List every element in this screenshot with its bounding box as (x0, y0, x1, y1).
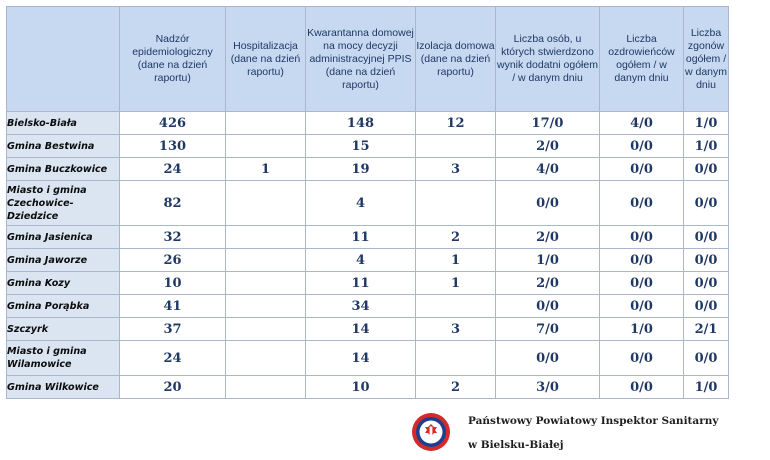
cell-hospitalizacja (226, 376, 306, 399)
cell-ozdrowiency: 0/0 (600, 376, 684, 399)
header-zgony: Liczba zgonów ogółem / w danym dniu (684, 7, 729, 112)
cell-izolacja: 12 (416, 112, 496, 135)
cell-ozdrowiency: 1/0 (600, 318, 684, 341)
header-nadzor: Nadzór epidemiologiczny (dane na dzień raportu) (120, 7, 226, 112)
cell-ozdrowiency: 0/0 (600, 249, 684, 272)
cell-pozytywne: 0/0 (496, 181, 600, 226)
cell-izolacja (416, 341, 496, 376)
cell-izolacja: 3 (416, 158, 496, 181)
cell-ozdrowiency: 0/0 (600, 158, 684, 181)
cell-izolacja: 3 (416, 318, 496, 341)
cell-ozdrowiency: 4/0 (600, 112, 684, 135)
cell-pozytywne: 3/0 (496, 376, 600, 399)
cell-izolacja (416, 135, 496, 158)
cell-kwarantanna: 14 (306, 341, 416, 376)
cell-zgony: 0/0 (684, 181, 729, 226)
cell-nadzor: 24 (120, 158, 226, 181)
cell-kwarantanna: 4 (306, 181, 416, 226)
cell-pozytywne: 0/0 (496, 341, 600, 376)
table-header (7, 7, 729, 112)
cell-kwarantanna: 11 (306, 272, 416, 295)
table-row (7, 112, 729, 135)
header-kwarantanna: Kwarantanna domowej na mocy decyzji administracyjnej PPIS (dane na dzień raportu) (306, 7, 416, 112)
cell-izolacja: 1 (416, 249, 496, 272)
cell-zgony: 0/0 (684, 158, 729, 181)
row-name: Miasto i gmina Czechowice-Dziedzice (7, 181, 120, 226)
cell-hospitalizacja (226, 181, 306, 226)
row-name: Gmina Porąbka (7, 295, 120, 318)
row-name: Gmina Jaworze (7, 249, 120, 272)
cell-zgony: 0/0 (684, 341, 729, 376)
cell-zgony: 0/0 (684, 249, 729, 272)
table-row (7, 341, 729, 376)
cell-kwarantanna: 19 (306, 158, 416, 181)
cell-izolacja (416, 295, 496, 318)
cell-kwarantanna: 10 (306, 376, 416, 399)
cell-nadzor: 37 (120, 318, 226, 341)
row-name: Gmina Jasienica (7, 226, 120, 249)
header-izolacja: Izolacja domowa (dane na dzień raportu) (416, 7, 496, 112)
cell-zgony: 0/0 (684, 226, 729, 249)
inspector-footer (411, 410, 731, 456)
cell-zgony: 2/1 (684, 318, 729, 341)
cell-kwarantanna: 4 (306, 249, 416, 272)
cell-hospitalizacja (226, 112, 306, 135)
table-row (7, 272, 729, 295)
row-name: Gmina Bestwina (7, 135, 120, 158)
cell-nadzor: 41 (120, 295, 226, 318)
row-name: Miasto i gmina Wilamowice (7, 341, 120, 376)
cell-izolacja: 2 (416, 376, 496, 399)
row-name: Gmina Buczkowice (7, 158, 120, 181)
inspector-title: Państwowy Powiatowy Inspektor Sanitarny (468, 415, 719, 427)
header-hospitalizacja: Hospitalizacja (dane na dzień raportu) (226, 7, 306, 112)
covid-report-table (6, 6, 729, 399)
cell-nadzor: 82 (120, 181, 226, 226)
cell-hospitalizacja (226, 135, 306, 158)
cell-pozytywne: 2/0 (496, 226, 600, 249)
table-row (7, 158, 729, 181)
header-corner (7, 7, 120, 112)
cell-hospitalizacja (226, 318, 306, 341)
cell-ozdrowiency: 0/0 (600, 295, 684, 318)
cell-nadzor: 24 (120, 341, 226, 376)
cell-hospitalizacja: 1 (226, 158, 306, 181)
row-name: Szczyrk (7, 318, 120, 341)
cell-pozytywne: 7/0 (496, 318, 600, 341)
table-row (7, 318, 729, 341)
cell-ozdrowiency: 0/0 (600, 226, 684, 249)
cell-ozdrowiency: 0/0 (600, 181, 684, 226)
cell-nadzor: 10 (120, 272, 226, 295)
cell-zgony: 0/0 (684, 295, 729, 318)
cell-nadzor: 26 (120, 249, 226, 272)
cell-ozdrowiency: 0/0 (600, 135, 684, 158)
cell-pozytywne: 4/0 (496, 158, 600, 181)
table-row (7, 135, 729, 158)
table-row (7, 226, 729, 249)
cell-hospitalizacja (226, 341, 306, 376)
table-row (7, 249, 729, 272)
cell-kwarantanna: 15 (306, 135, 416, 158)
cell-kwarantanna: 14 (306, 318, 416, 341)
cell-ozdrowiency: 0/0 (600, 272, 684, 295)
cell-zgony: 1/0 (684, 135, 729, 158)
cell-izolacja (416, 181, 496, 226)
cell-nadzor: 32 (120, 226, 226, 249)
cell-zgony: 1/0 (684, 112, 729, 135)
table-row (7, 376, 729, 399)
cell-pozytywne: 1/0 (496, 249, 600, 272)
inspector-city: w Bielsku-Białej (468, 439, 564, 451)
cell-hospitalizacja (226, 226, 306, 249)
row-name: Gmina Wilkowice (7, 376, 120, 399)
cell-pozytywne: 2/0 (496, 135, 600, 158)
cell-kwarantanna: 11 (306, 226, 416, 249)
cell-pozytywne: 2/0 (496, 272, 600, 295)
row-name: Bielsko-Biała (7, 112, 120, 135)
table-row (7, 181, 729, 226)
cell-hospitalizacja (226, 295, 306, 318)
cell-pozytywne: 17/0 (496, 112, 600, 135)
table-row (7, 295, 729, 318)
cell-izolacja: 1 (416, 272, 496, 295)
header-ozdrowiency: Liczba ozdrowieńców ogółem / w danym dniu (600, 7, 684, 112)
cell-zgony: 0/0 (684, 272, 729, 295)
header-pozytywne: Liczba osób, u których stwierdzono wynik dodatni ogółem / w danym dniu (496, 7, 600, 112)
cell-nadzor: 20 (120, 376, 226, 399)
cell-ozdrowiency: 0/0 (600, 341, 684, 376)
cell-zgony: 1/0 (684, 376, 729, 399)
cell-kwarantanna: 34 (306, 295, 416, 318)
cell-kwarantanna: 148 (306, 112, 416, 135)
cell-nadzor: 130 (120, 135, 226, 158)
sanepid-seal-icon (411, 412, 451, 452)
table-body (7, 112, 729, 399)
cell-nadzor: 426 (120, 112, 226, 135)
row-name: Gmina Kozy (7, 272, 120, 295)
cell-izolacja: 2 (416, 226, 496, 249)
cell-pozytywne: 0/0 (496, 295, 600, 318)
cell-hospitalizacja (226, 272, 306, 295)
cell-hospitalizacja (226, 249, 306, 272)
